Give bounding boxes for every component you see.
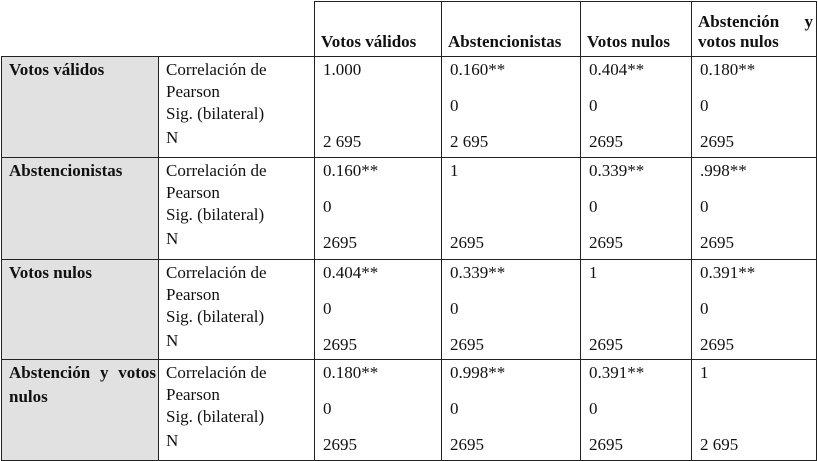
significance-value: 0	[323, 197, 332, 216]
column-header-label: Abstencionistas	[448, 32, 562, 51]
column-header	[448, 1, 577, 56]
n-value: 2695	[323, 435, 357, 454]
correlation-value: 0.391**	[589, 363, 645, 382]
stat-label: Sig. (bilateral)	[166, 407, 265, 426]
significance-value: 0	[700, 197, 709, 216]
correlation-value: 0.160**	[323, 161, 379, 180]
grid-line	[158, 56, 159, 461]
stat-label: Pearson	[166, 183, 220, 202]
n-value: 2695	[589, 435, 623, 454]
correlation-value: 0.180**	[700, 60, 756, 79]
significance-value: 0	[700, 96, 709, 115]
grid-line	[580, 1, 581, 461]
correlation-value: 1.000	[323, 60, 362, 79]
n-value: 2695	[700, 335, 734, 354]
significance-value: 0	[589, 96, 598, 115]
significance-value: 0	[450, 399, 459, 418]
stat-label: N	[166, 431, 179, 450]
correlation-value: 0.339**	[450, 263, 506, 282]
n-value: 2 695	[700, 435, 739, 454]
correlation-value: 0.180**	[323, 363, 379, 382]
n-value: 2695	[323, 233, 357, 252]
grid-line	[1, 56, 2, 461]
significance-value: 0	[450, 299, 459, 318]
stat-label: Sig. (bilateral)	[166, 104, 265, 123]
stat-label: Sig. (bilateral)	[166, 205, 265, 224]
stat-label: N	[166, 331, 179, 350]
grid-line	[1, 157, 817, 158]
stat-label: Correlación de	[166, 161, 267, 180]
n-value: 2695	[589, 335, 623, 354]
grid-line	[441, 1, 442, 461]
column-header-label: Abstención y	[698, 12, 813, 31]
n-value: 2 695	[450, 132, 489, 151]
row-header-label: Abstencionistas	[9, 161, 123, 180]
grid-line	[1, 259, 817, 260]
n-value: 2695	[589, 132, 623, 151]
n-value: 2695	[589, 233, 623, 252]
stat-label: Pearson	[166, 285, 220, 304]
grid-line	[1, 56, 817, 57]
n-value: 2695	[450, 335, 484, 354]
column-header-label: Votos nulos	[587, 32, 670, 51]
column-header-label: Votos válidos	[321, 32, 417, 51]
stat-label: Correlación de	[166, 263, 267, 282]
significance-value: 0	[450, 96, 459, 115]
n-value: 2 695	[323, 132, 362, 151]
n-value: 2695	[323, 335, 357, 354]
significance-value: 0	[700, 299, 709, 318]
row-header-label: Votos nulos	[9, 263, 92, 282]
significance-value: 0	[323, 299, 332, 318]
stat-label: Correlación de	[166, 363, 267, 382]
row-header-label: Votos válidos	[9, 60, 105, 79]
significance-value: 0	[323, 399, 332, 418]
stat-label: Pearson	[166, 82, 220, 101]
grid-line	[691, 1, 692, 461]
grid-line	[816, 1, 817, 461]
correlation-value: 0.404**	[323, 263, 379, 282]
grid-line	[314, 1, 817, 2]
correlation-value: 0.391**	[700, 263, 756, 282]
column-header	[698, 1, 813, 56]
stat-label: Correlación de	[166, 60, 267, 79]
n-value: 2695	[450, 233, 484, 252]
column-header-label: votos nulos	[698, 32, 779, 51]
row-header-label: Abstención y votos	[9, 363, 156, 382]
n-value: 2695	[450, 435, 484, 454]
column-header	[587, 1, 688, 56]
correlation-value: 0.339**	[589, 161, 645, 180]
significance-value: 0	[589, 197, 598, 216]
stat-label: Sig. (bilateral)	[166, 307, 265, 326]
stat-label: N	[166, 128, 179, 147]
stat-label: N	[166, 229, 179, 248]
row-header-label: nulos	[9, 387, 48, 406]
correlation-value: 0.404**	[589, 60, 645, 79]
correlation-value: 1	[700, 363, 709, 382]
correlation-value: 1	[450, 161, 459, 180]
correlation-value: 0.998**	[450, 363, 506, 382]
grid-line	[1, 359, 817, 360]
column-header	[321, 1, 438, 56]
correlation-value: 0.160**	[450, 60, 506, 79]
significance-value: 0	[589, 399, 598, 418]
stat-label: Pearson	[166, 385, 220, 404]
n-value: 2695	[700, 233, 734, 252]
n-value: 2695	[700, 132, 734, 151]
grid-line	[314, 1, 315, 461]
correlation-value: .998**	[700, 161, 747, 180]
correlation-value: 1	[589, 263, 598, 282]
